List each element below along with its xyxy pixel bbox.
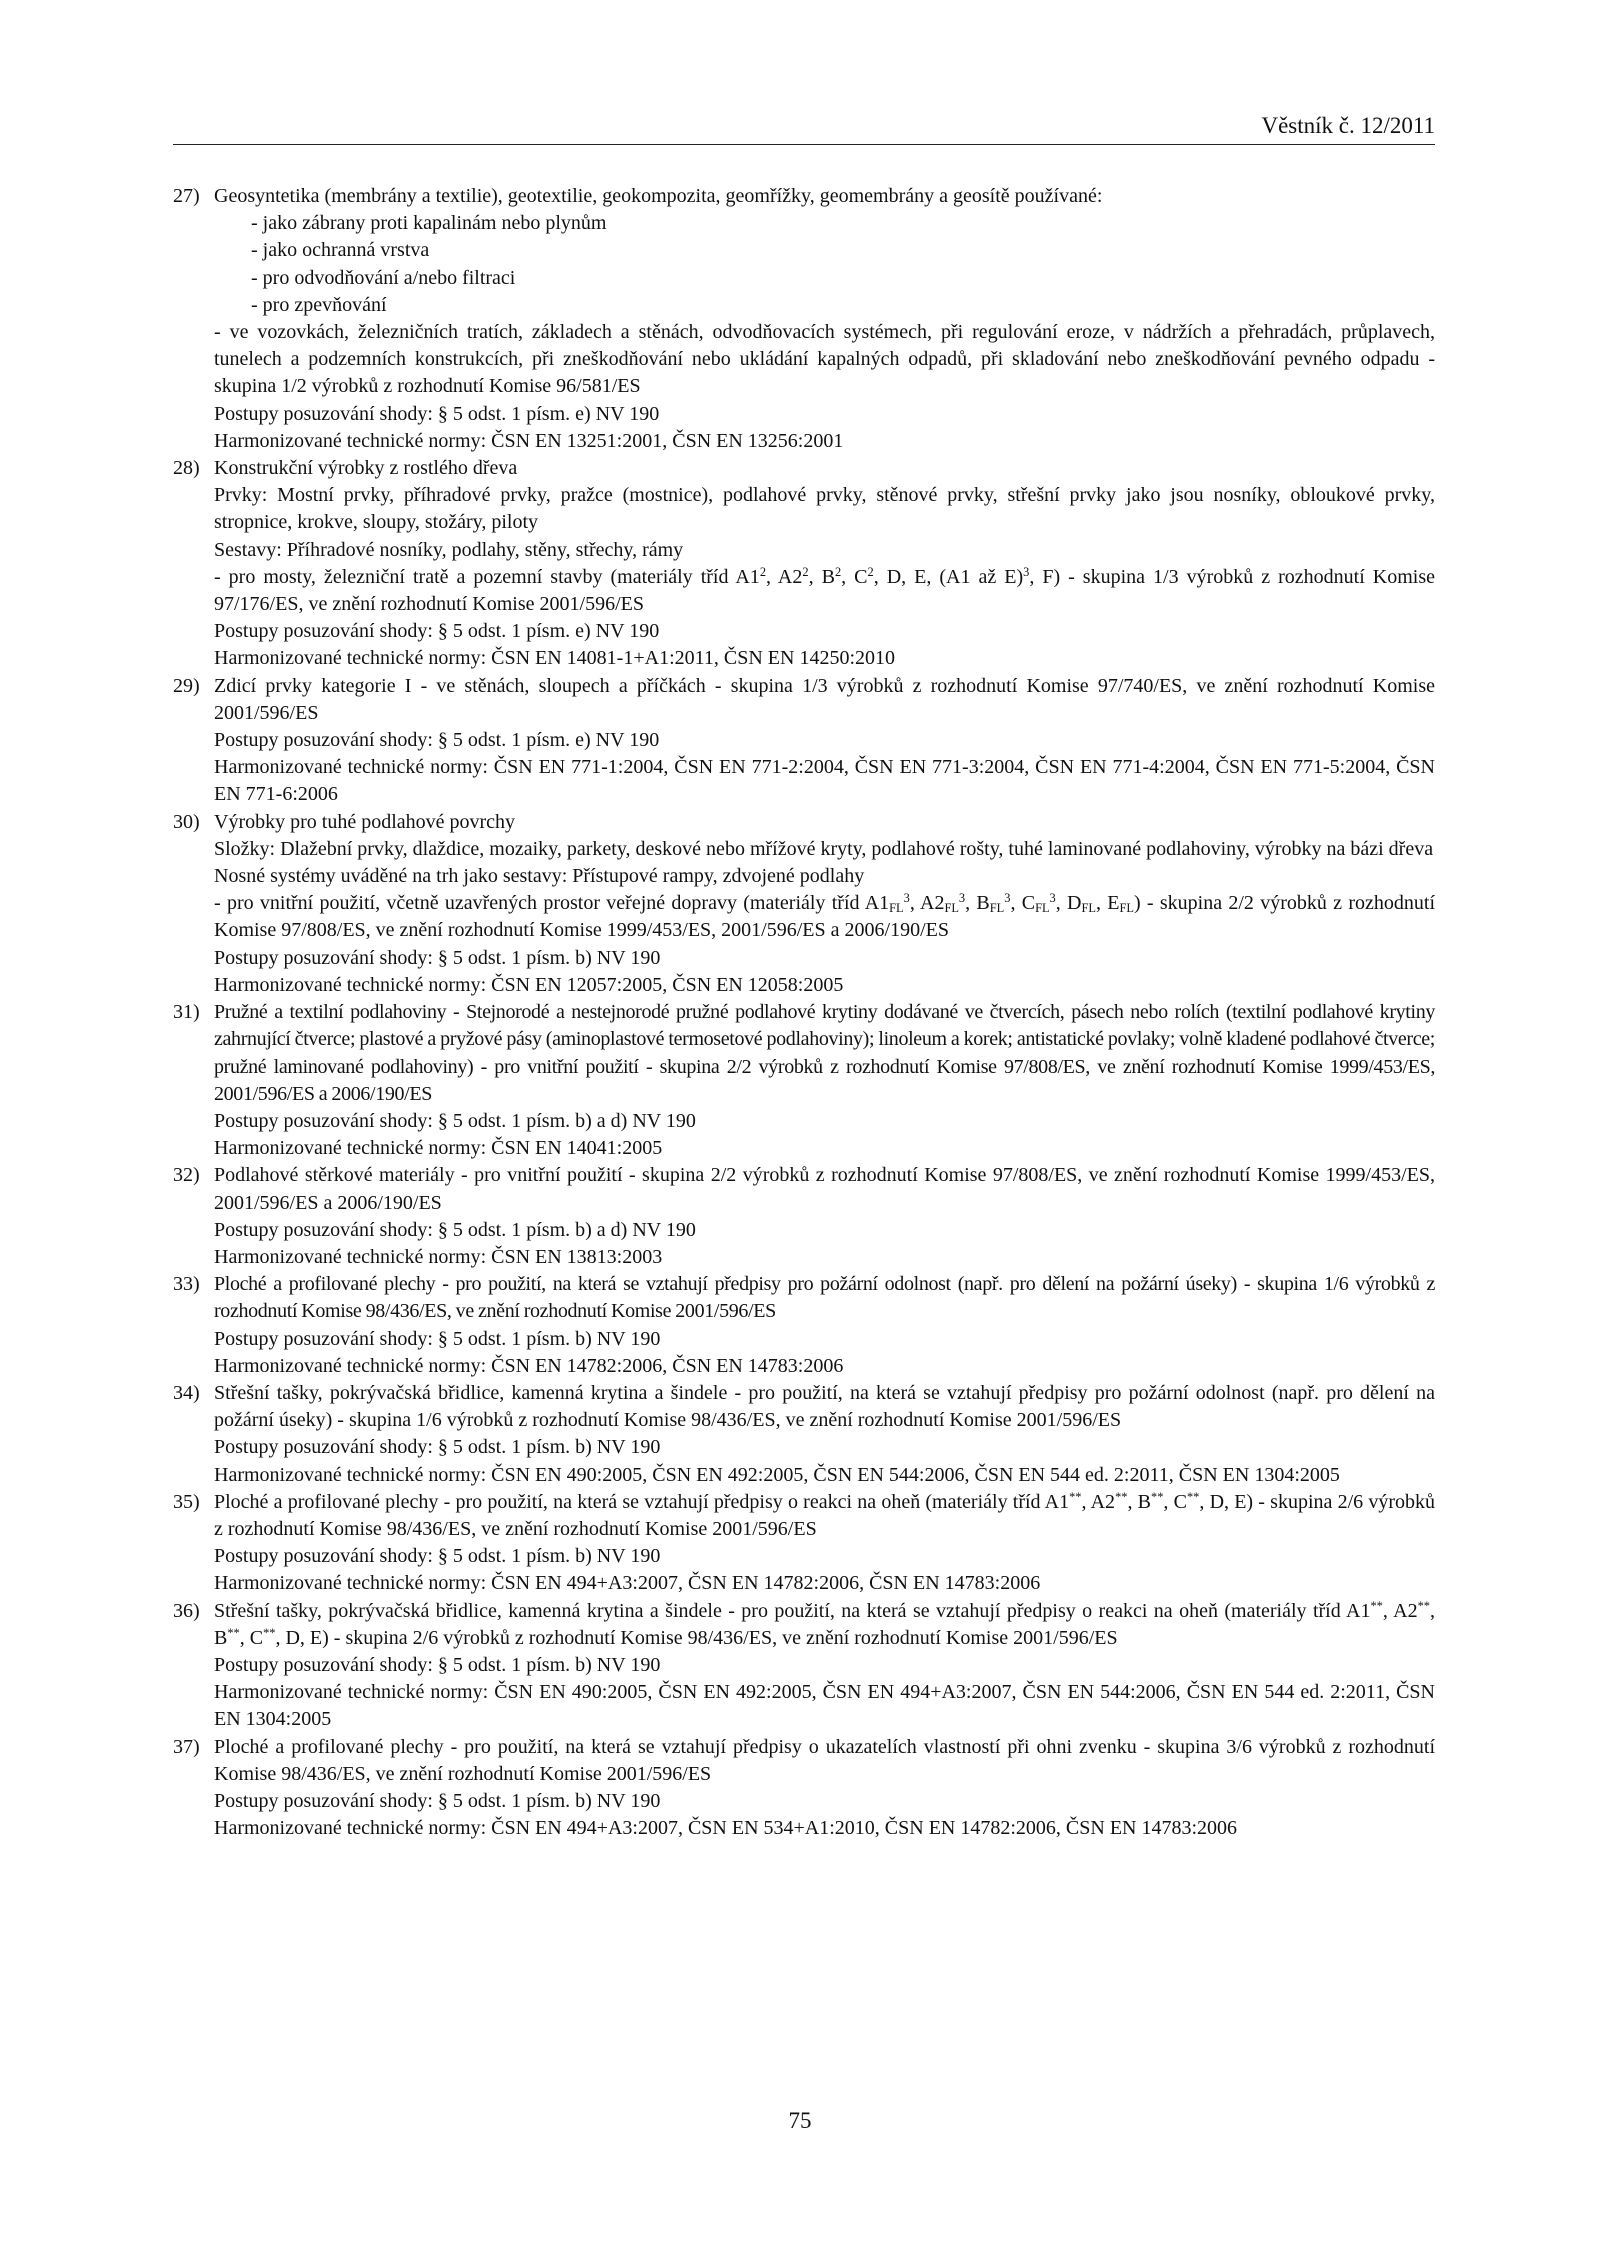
list-item-29 bbox=[173, 673, 1435, 809]
item-number: 36) bbox=[173, 1599, 200, 1622]
components-paragraph: Prvky: Mostní prvky, příhradové prvky, pražce (mostnice), podlahové prvky, stěnové prvky, střešní prvky jako jsou nosníky, obloukové prvky, stropnice, krokve, sloupy, stožáry, piloty bbox=[214, 484, 1435, 534]
list-item-36 bbox=[173, 1598, 1435, 1734]
sub-bullet: - jako ochranná vrstva bbox=[251, 239, 430, 262]
usage-paragraph: - ve vozovkách, železničních tratích, základech a stěnách, odvodňovacích systémech, při regulování eroze, v nádržích a přehradách, průplavech, tunelech a podzemních konstrukcích, při zneškodňování nebo ukládání kapalných odpadů, při skladování nebo zneškodňování pevného odpadu - skupina 1/2 výrobků z rozhodnutí Komise 96/581/ES bbox=[214, 321, 1435, 398]
harmonized-standards: Harmonizované technické normy: ČSN EN 13813:2003 bbox=[214, 1245, 663, 1268]
list-item-35 bbox=[173, 1489, 1435, 1598]
conformity-procedure: Postupy posuzování shody: § 5 odst. 1 písm. b) NV 190 bbox=[214, 1436, 661, 1459]
list-item-32 bbox=[173, 1162, 1435, 1271]
item-number: 32) bbox=[173, 1164, 200, 1187]
document-body bbox=[173, 183, 1435, 1842]
list-item-34 bbox=[173, 1380, 1435, 1489]
list-item-37 bbox=[173, 1734, 1435, 1843]
page-number: 75 bbox=[788, 2108, 812, 2133]
item-number: 27) bbox=[173, 185, 200, 207]
harmonized-standards: Harmonizované technické normy: ČSN EN 14782:2006, ČSN EN 14783:2006 bbox=[214, 1354, 844, 1377]
item-number: 30) bbox=[173, 810, 200, 833]
support-systems-paragraph: Nosné systémy uváděné na trh jako sestavy: Přístupové rampy, zdvojené podlahy bbox=[214, 865, 865, 888]
conformity-procedure: Postupy posuzování shody: § 5 odst. 1 písm. b) NV 190 bbox=[214, 946, 661, 969]
conformity-procedure: Postupy posuzování shody: § 5 odst. 1 písm. b) NV 190 bbox=[214, 1327, 661, 1350]
conformity-procedure: Postupy posuzování shody: § 5 odst. 1 písm. b) NV 190 bbox=[214, 1545, 661, 1568]
conformity-procedure: Postupy posuzování shody: § 5 odst. 1 písm. b) a d) NV 190 bbox=[214, 1218, 696, 1241]
bulletin-title: Věstník č. 12/2011 bbox=[1261, 113, 1435, 138]
item-number: 37) bbox=[173, 1735, 200, 1758]
list-item-27 bbox=[173, 183, 1435, 455]
conformity-procedure: Postupy posuzování shody: § 5 odst. 1 písm. b) NV 190 bbox=[214, 1789, 661, 1812]
conformity-procedure: Postupy posuzování shody: § 5 odst. 1 písm. b) NV 190 bbox=[214, 1653, 661, 1676]
harmonized-standards: Harmonizované technické normy: ČSN EN 494+A3:2007, ČSN EN 534+A1:2010, ČSN EN 14782:2006, ČSN EN 14783:2006 bbox=[214, 1817, 1238, 1840]
usage-paragraph: - pro mosty, železniční tratě a pozemní stavby (materiály tříd $A1^2$, $A2^2$, $B^2$, $C^2$, D, E, (A1 až E)$^3$, F) - skupina 1/3 výrobků z rozhodnutí Komise 97/176/ES, ve znění rozhodnutí Komise 2001/596/ES bbox=[214, 565, 1436, 616]
conformity-procedure: Postupy posuzování shody: § 5 odst. 1 písm. e) NV 190 bbox=[214, 729, 660, 752]
item-title: Výrobky pro tuhé podlahové povrchy bbox=[214, 810, 516, 833]
harmonized-standards: Harmonizované technické normy: ČSN EN 494+A3:2007, ČSN EN 14782:2006, ČSN EN 14783:2006 bbox=[214, 1572, 1041, 1595]
harmonized-standards: Harmonizované technické normy: ČSN EN 12057:2005, ČSN EN 12058:2005 bbox=[214, 973, 844, 996]
item-number: 34) bbox=[173, 1381, 200, 1404]
conformity-procedure: Postupy posuzování shody: § 5 odst. 1 písm. b) a d) NV 190 bbox=[214, 1109, 696, 1132]
conformity-procedure: Postupy posuzování shody: § 5 odst. 1 písm. e) NV 190 bbox=[214, 620, 660, 643]
item-title: Střešní tašky, pokrývačská břidlice, kamenná krytina a šindele - pro použití, na která se vztahují předpisy pro požární odolnost (např. pro dělení na požární úseky) - skupina 1/6 výrobků z rozhodnutí Komise 98/436/ES, ve znění rozhodnutí Komise 2001/596/ES bbox=[214, 1381, 1435, 1432]
item-title: Konstrukční výrobky z rostlého dřeva bbox=[214, 457, 518, 480]
harmonized-standards: Harmonizované technické normy: ČSN EN 771-1:2004, ČSN EN 771-2:2004, ČSN EN 771-3:2004, ČSN EN 771-4:2004, ČSN EN 771-5:2004, ČSN EN 771-6:2006 bbox=[214, 756, 1435, 806]
harmonized-standards: Harmonizované technické normy: ČSN EN 490:2005, ČSN EN 492:2005, ČSN EN 544:2006, ČSN EN 544 ed. 2:2011, ČSN EN 1304:2005 bbox=[214, 1463, 1340, 1486]
item-title: Ploché a profilované plechy - pro použití, na která se vztahují předpisy pro požární odolnost (např. pro dělení na požární úseky) - skupina 1/6 výrobků z rozhodnutí Komise 98/436/ES, ve znění rozhodnutí Komise 2001/596/ES bbox=[214, 1273, 1435, 1323]
item-number: 29) bbox=[173, 674, 200, 697]
sub-bullet: - pro zpevňování bbox=[251, 293, 387, 316]
harmonized-standards: Harmonizované technické normy: ČSN EN 490:2005, ČSN EN 492:2005, ČSN EN 494+A3:2007, ČSN EN 544:2006, ČSN EN 544 ed. 2:2011, ČSN EN 1304:2005 bbox=[214, 1681, 1435, 1731]
harmonized-standards: Harmonizované technické normy: ČSN EN 14041:2005 bbox=[214, 1137, 663, 1160]
list-item-30 bbox=[173, 809, 1435, 999]
list-item-28 bbox=[173, 455, 1435, 673]
item-number: 35) bbox=[173, 1490, 200, 1513]
item-number: 33) bbox=[173, 1273, 200, 1296]
list-item-33 bbox=[173, 1271, 1435, 1380]
components-paragraph: Složky: Dlažební prvky, dlaždice, mozaiky, parkety, deskové nebo mřížové kryty, podlahové rošty, tuhé laminované podlahoviny, výrobky na bázi dřeva bbox=[214, 837, 1434, 860]
item-number: 28) bbox=[173, 457, 200, 480]
conformity-procedure: Postupy posuzování shody: § 5 odst. 1 písm. e) NV 190 bbox=[214, 402, 660, 425]
item-title: Pružné a textilní podlahoviny - Stejnorodé a nestejnorodé pružné podlahové krytiny dodávané ve čtvercích, pásech nebo rolích (textilní podlahové krytiny zahrnující čtverce; plastové a pryžové pásy (aminoplastové termosetové podlahoviny); linoleum a korek; antistatické povlaky; volně kladené podlahové čtverce; pružné laminované podlahoviny) - pro vnitřní použití - skupina 2/2 výrobků z rozhodnutí Komise 97/808/ES, ve znění rozhodnutí Komise 1999/453/ES, 2001/596/ES a 2006/190/ES bbox=[214, 1001, 1435, 1105]
assemblies-paragraph: Sestavy: Příhradové nosníky, podlahy, stěny, střechy, rámy bbox=[214, 538, 684, 561]
sub-bullet: - jako zábrany proti kapalinám nebo plynům bbox=[251, 212, 607, 235]
item-number: 31) bbox=[173, 1001, 200, 1024]
usage-paragraph: - pro vnitřní použití, včetně uzavřených prostor veřejné dopravy (materiály tříd $A1_{FL}^3$, $A2_{FL}^3$, $B_{FL}^3$, $C_{FL}^3$, $D_{FL}$, $E_{FL}$) - skupina 2/2 výrobků z rozhodnutí Komise 97/808/ES, ve znění rozhodnutí Komise 1999/453/ES, 2001/596/ES a 2006/190/ES bbox=[214, 891, 1436, 942]
list-item-31 bbox=[173, 999, 1435, 1162]
sub-bullet: - pro odvodňování a/nebo filtraci bbox=[251, 266, 516, 289]
item-title: Ploché a profilované plechy - pro použití, na která se vztahují předpisy o reakci na oheň (materiály tříd A1**, A2**, B**, C**, D, E) - skupina 2/6 výrobků z rozhodnutí Komise 98/436/ES, ve znění rozhodnutí Komise 2001/596/ES bbox=[214, 1489, 1436, 1540]
item-title: Podlahové stěrkové materiály - pro vnitřní použití - skupina 2/2 výrobků z rozhodnutí Komise 97/808/ES, ve znění rozhodnutí Komise 1999/453/ES, 2001/596/ES a 2006/190/ES bbox=[214, 1164, 1435, 1214]
item-title: Střešní tašky, pokrývačská břidlice, kamenná krytina a šindele - pro použití, na která se vztahují předpisy o reakci na oheň (materiály tříd A1**, A2**, B**, C**, D, E) - skupina 2/6 výrobků z rozhodnutí Komise 98/436/ES, ve znění rozhodnutí Komise 2001/596/ES bbox=[214, 1598, 1435, 1649]
item-title: Geosyntetika (membrány a textilie), geotextilie, geokompozita, geomřížky, geomembrány a geosítě používané: bbox=[214, 185, 1103, 207]
harmonized-standards: Harmonizované technické normy: ČSN EN 14081-1+A1:2011, ČSN EN 14250:2010 bbox=[214, 647, 896, 670]
page-header bbox=[173, 112, 1435, 145]
item-title: Ploché a profilované plechy - pro použití, na která se vztahují předpisy o ukazatelích vlastností při ohni zvenku - skupina 3/6 výrobků z rozhodnutí Komise 98/436/ES, ve znění rozhodnutí Komise 2001/596/ES bbox=[214, 1735, 1435, 1785]
item-title: Zdicí prvky kategorie I - ve stěnách, sloupech a příčkách - skupina 1/3 výrobků z rozhodnutí Komise 97/740/ES, ve znění rozhodnutí Komise 2001/596/ES bbox=[214, 674, 1435, 724]
harmonized-standards: Harmonizované technické normy: ČSN EN 13251:2001, ČSN EN 13256:2001 bbox=[214, 429, 844, 452]
